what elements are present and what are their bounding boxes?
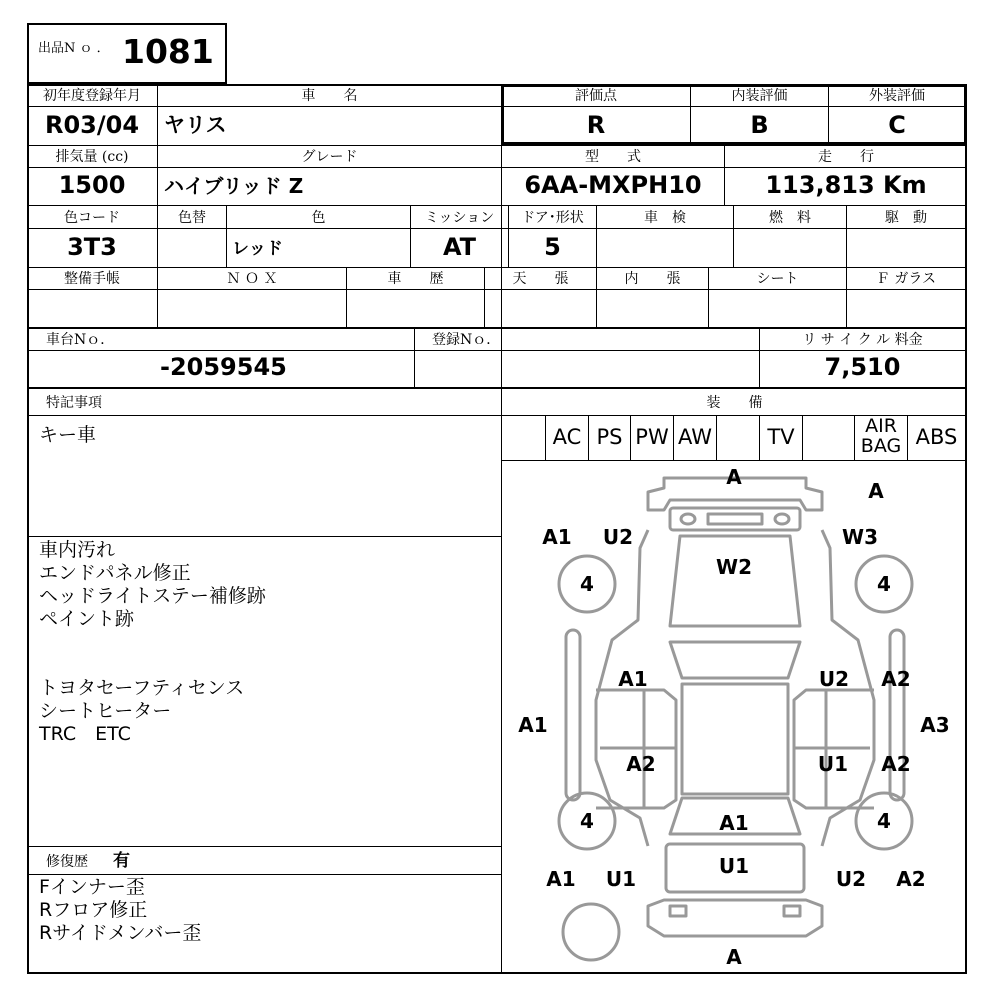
displacement-label: 排気量 (cc) [55,149,129,165]
repair-line: Rサイドメンバー歪 [39,922,202,944]
maintenance-label: 整備手帳 [64,271,120,287]
chassis-label: 車台Nｏ． [46,332,115,348]
equipment-abs: ABS [915,425,958,449]
registration-label: 登録Nｏ． [432,332,501,348]
first-reg-label: 初年度登録年月 [43,88,141,104]
roof-label: 天 張 [512,271,569,287]
option-line: シートヒーター [39,700,172,722]
key-note: キー車 [39,424,97,446]
damage-mark: W2 [716,555,752,579]
condition-line: ヘッドライトステー補修跡 [39,585,266,607]
repair-line: Fインナー歪 [39,876,145,898]
damage-mark: A3 [920,713,950,737]
color-value: レッド [232,239,283,259]
color-change-label: 色替 [178,210,206,226]
equipment-ps: PS [596,425,623,449]
grade-value: ハイブリッド Z [164,174,304,198]
equipment-aw: AW [678,425,712,449]
repair-label: 修復歴 [46,854,88,870]
equipment-tv: TV [767,425,795,449]
repair-value: 有 [113,851,130,871]
exterior-label: 外装評価 [869,88,925,104]
condition-line: 車内汚れ [39,539,116,561]
notes-label: 特記事項 [46,395,102,411]
damage-mark: A [726,945,742,969]
tire-mark: 4 [877,809,891,833]
condition-line: ペイント跡 [39,608,135,630]
damage-mark: U1 [605,867,637,891]
inspection-label: 車 検 [644,210,686,226]
damage-mark: A1 [518,713,548,737]
damage-mark: A [868,479,884,503]
damage-mark: A1 [618,667,648,691]
nox-label: Ｎ Ｏ Ｘ [226,271,278,287]
option-line: TRC ETC [39,723,131,745]
door-label: ドア･形状 [521,210,584,226]
equipment-airbag: AIR BAG [860,415,902,457]
damage-mark: U2 [602,525,634,549]
damage-mark: U1 [817,752,849,776]
car-name-value: ヤリス [164,113,227,137]
damage-mark: A1 [546,867,576,891]
color-label: 色 [311,210,326,226]
damage-mark: A1 [719,811,749,835]
interior-trim-label: 内 張 [624,271,681,287]
mileage-label: 走 行 [818,149,874,165]
damage-mark: W3 [842,525,878,549]
drive-label: 駆 動 [885,210,927,226]
color-code-value: 3T3 [67,233,117,261]
tire-mark: 4 [580,572,594,596]
condition-line: エンドパネル修正 [39,562,191,584]
seat-label: シート [756,271,799,287]
recycle-value: 7,510 [824,353,901,381]
score-label: 評価点 [575,88,617,104]
recycle-label: リ サ イ ク ル 料金 [802,332,923,348]
model-label: 型 式 [585,149,641,165]
door-value: 5 [544,233,561,261]
option-line: トヨタセーフティセンス [39,677,245,699]
repair-line: Rフロア修正 [39,899,148,921]
displacement-value: 1500 [58,171,126,199]
chassis-value: -2059545 [160,353,287,381]
tire-mark: 4 [580,809,594,833]
fglass-label: Ｆ ガラス [875,271,937,287]
equipment-pw: PW [635,425,669,449]
interior-value: B [750,111,769,139]
damage-mark: A2 [881,752,911,776]
mission-label: ミッション [424,210,495,226]
damage-mark: U2 [835,867,867,891]
equipment-ac: AC [552,425,582,449]
lot-number: 1081 [122,32,214,71]
equipment-label: 装 備 [706,395,763,411]
color-code-label: 色コード [64,210,120,226]
exterior-value: C [888,111,906,139]
car-name-label: 車 名 [301,88,358,104]
first-reg-value: R03/04 [44,111,140,139]
mission-value: AT [442,233,477,261]
damage-mark: A2 [881,667,911,691]
model-value: 6AA-MXPH10 [524,171,702,199]
damage-mark: A2 [896,867,926,891]
tire-mark: 4 [877,572,891,596]
damage-mark: U1 [718,854,750,878]
damage-mark: A1 [542,525,572,549]
damage-mark: U2 [818,667,850,691]
score-value: R [586,111,606,139]
lot-label: 出品N ｏ ． [38,41,110,56]
mileage-value: 113,813 Km [765,171,927,199]
fuel-label: 燃 料 [769,210,811,226]
interior-label: 内装評価 [731,88,788,104]
damage-mark: A2 [626,752,656,776]
grade-label: グレード [301,149,358,165]
damage-mark: A [726,465,742,489]
history-label: 車 歴 [387,271,444,287]
